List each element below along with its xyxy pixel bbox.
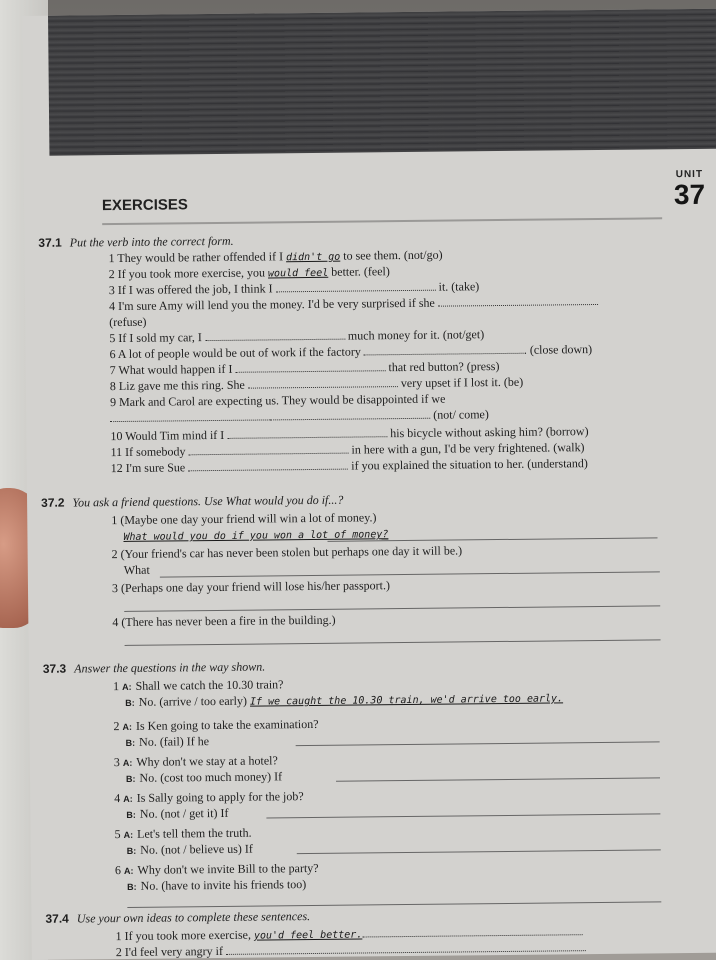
item-number: 4 <box>114 790 124 806</box>
item-text-before: Liz gave me this ring. She <box>118 377 248 394</box>
item-text-before: If I sold my car, I <box>118 330 205 346</box>
item-number: 3 <box>113 754 123 770</box>
speaker-b-label: B: <box>126 845 137 856</box>
exercise-3-question <box>113 717 318 734</box>
exercise-1-number: 37.1 <box>38 235 62 250</box>
answer-underline[interactable] <box>127 901 661 908</box>
exercise-3-question <box>114 826 251 842</box>
answer-blank[interactable] <box>235 361 385 373</box>
unit-label: UNIT <box>675 168 704 181</box>
exercise-4-instruction: Use your own ideas to complete these sentences. <box>76 909 311 926</box>
item-text-before: If you took more exercise, you <box>117 265 269 282</box>
speaker-b-label: B: <box>127 881 137 892</box>
question-text: Shall we catch the 10.30 train? <box>135 677 284 693</box>
exercise-3-reply <box>127 842 253 858</box>
speaker-a-label: A: <box>122 721 133 732</box>
answer-underline[interactable] <box>336 777 660 781</box>
speaker-a-label: A: <box>123 829 134 840</box>
item-number: 1 <box>111 512 121 528</box>
item-number: 8 <box>109 379 119 394</box>
worksheet-page <box>22 9 716 960</box>
item-text-before: They would be rather offended if I <box>117 249 287 266</box>
item-number: 1 <box>108 251 118 266</box>
exercise-1-item <box>110 392 445 410</box>
answer-blank[interactable] <box>205 330 345 341</box>
item-number: 2 <box>111 546 121 562</box>
item-text-before: I'm sure Amy will lend you the money. I'd be very surprised if she <box>117 295 438 314</box>
exercise-4-heading <box>45 909 310 927</box>
exercise-3-number: 37.3 <box>42 661 67 676</box>
answer-underline[interactable] <box>297 849 661 854</box>
item-text-after: much money for it. (not/get) <box>344 327 485 343</box>
exercise-1-item <box>110 375 523 393</box>
answer-blank[interactable] <box>438 295 598 307</box>
exercise-1-item <box>109 315 146 329</box>
header-dark-band <box>48 9 716 156</box>
item-text-before: What would happen if I <box>118 361 236 378</box>
item-text-before: A lot of people would be out of work if the factory <box>117 344 364 362</box>
exercise-1-item <box>110 359 500 377</box>
item-number: 4 <box>108 299 119 314</box>
exercise-3-reply <box>126 806 228 822</box>
page-title: EXERCISES <box>101 196 188 215</box>
handwritten-answer[interactable]: didn't go <box>286 251 341 264</box>
speaker-b-label: B: <box>125 737 136 748</box>
item-number: 10 <box>110 428 126 444</box>
reply-text: No. (not / get it) If <box>139 805 229 821</box>
answer-underline[interactable] <box>266 813 660 818</box>
item-number: 2 <box>113 718 123 734</box>
item-text-after: in here with a gun, I'd be very frightened. (walk) <box>348 440 585 457</box>
exercise-2-answer-line[interactable] <box>124 563 150 577</box>
reply-text: No. (have to invite his friends too) <box>140 877 307 893</box>
item-number: 1 <box>112 678 123 694</box>
exercise-2-question <box>112 543 463 561</box>
sentence-start: If you took more exercise, <box>124 927 255 943</box>
item-text-before: (refuse) <box>109 314 147 330</box>
exercise-1-item <box>110 407 489 425</box>
item-text-after: better. (feel) <box>328 264 390 279</box>
question-text: (There has never been a fire in the building.) <box>121 612 336 629</box>
speaker-a-label: A: <box>123 793 133 804</box>
item-number: 2 <box>115 944 125 960</box>
answer-blank[interactable] <box>270 409 430 421</box>
answer-blank[interactable] <box>110 410 270 422</box>
item-number: 11 <box>110 444 126 460</box>
exercise-3-reply <box>126 734 210 750</box>
item-number: 3 <box>111 580 122 596</box>
reply-text: No. (fail) If he <box>139 734 210 749</box>
exercise-3-reply <box>127 877 306 894</box>
item-text-after: his bicycle without asking him? (borrow) <box>387 424 589 441</box>
item-number: 2 <box>108 267 118 282</box>
speaker-b-label: B: <box>125 697 135 708</box>
exercise-3-reply <box>125 690 563 711</box>
answer-blank[interactable] <box>227 427 387 439</box>
item-number: 4 <box>112 614 122 630</box>
item-text-before: If somebody <box>125 444 189 459</box>
exercise-2-question <box>112 578 390 595</box>
answer-blank[interactable] <box>276 281 436 293</box>
item-text-after: to see them. (not/go) <box>340 247 443 263</box>
question-text: (Maybe one day your friend will win a lot of money.) <box>120 510 377 527</box>
question-text: Let's tell them the truth. <box>136 825 252 841</box>
reply-text: No. (cost too much money) If <box>139 769 283 785</box>
exercise-2-heading <box>41 493 343 511</box>
exercise-2-answer-line[interactable] <box>123 526 388 545</box>
item-text-after: (not/ come) <box>430 407 489 422</box>
handwritten-answer[interactable]: What would you do if you won a lot of money? <box>123 529 389 543</box>
exercise-2-number: 37.2 <box>41 495 65 510</box>
question-text: (Perhaps one day your friend will lose his/her passport.) <box>120 578 391 595</box>
handwritten-answer[interactable]: If we caught the 10.30 train, we'd arrive too early. <box>249 693 564 708</box>
item-number: 6 <box>114 862 125 878</box>
item-text-before: Would Tim mind if I <box>125 427 228 443</box>
item-text-after: . (close down) <box>523 342 593 357</box>
question-text: Is Sally going to apply for the job? <box>136 789 304 805</box>
exercise-1-item <box>108 248 442 267</box>
item-text-before: Mark and Carol are expecting us. They would be disappointed if we <box>118 391 446 410</box>
reply-text: No. (arrive / too early) <box>138 693 251 709</box>
answer-blank[interactable] <box>226 941 586 955</box>
title-rule <box>102 217 662 225</box>
item-number: 3 <box>108 283 118 298</box>
answer-blank[interactable] <box>188 460 348 472</box>
item-number: 9 <box>109 395 120 410</box>
speaker-a-label: A: <box>123 865 134 876</box>
exercise-3-heading <box>43 659 266 676</box>
speaker-a-label: A: <box>122 757 133 768</box>
answer-blank[interactable] <box>248 377 398 389</box>
answer-blank[interactable] <box>188 444 348 456</box>
exercise-3-question <box>113 677 284 694</box>
item-number: 7 <box>109 363 119 378</box>
handwritten-answer[interactable]: would feel <box>267 267 329 280</box>
question-text: (Your friend's car has never been stolen but perhaps one day it will be.) <box>120 543 463 561</box>
exercise-1-item <box>109 294 598 313</box>
item-number: 6 <box>109 347 118 362</box>
exercise-3-question <box>114 753 278 770</box>
answer-underline <box>160 571 660 577</box>
exercise-1-heading <box>38 234 233 251</box>
item-number: 12 <box>110 460 126 476</box>
exercise-1-item <box>109 342 592 361</box>
answer-blank[interactable] <box>364 344 524 356</box>
handwritten-answer[interactable]: you'd feel better. <box>253 929 363 942</box>
exercise-1-instruction: Put the verb into the correct form. <box>69 233 234 250</box>
speaker-b-label: B: <box>125 773 136 784</box>
item-number: 5 <box>109 331 119 346</box>
answer-underline <box>125 639 661 646</box>
item-text-before: If I was offered the job, I think I <box>117 281 276 298</box>
speaker-b-label: B: <box>126 809 136 820</box>
item-text-before: I'm sure Sue <box>125 460 189 475</box>
item-text-after: that red button? (press) <box>385 359 500 375</box>
question-text: Why don't we stay at a hotel? <box>136 753 278 769</box>
question-text: Why don't we invite Bill to the party? <box>137 860 319 877</box>
exercise-3-reply <box>126 769 282 786</box>
exercise-1-item <box>109 327 484 345</box>
sentence-start: I'd feel very angry if <box>124 943 226 959</box>
item-number: 5 <box>114 826 124 842</box>
answer-prefix: What <box>123 562 150 577</box>
answer-underline <box>124 605 660 612</box>
exercise-1-item <box>111 456 588 475</box>
speaker-a-label: A: <box>121 681 132 692</box>
reply-text: No. (not / believe us) If <box>140 841 253 857</box>
exercise-3-question <box>114 789 304 806</box>
exercise-2-question <box>112 613 335 629</box>
item-text-after: it. (take) <box>435 279 480 294</box>
exercise-2-instruction: You ask a friend questions. Use What would you do if...? <box>72 492 344 510</box>
exercise-3-question <box>115 861 319 878</box>
exercise-2-question <box>111 510 376 527</box>
item-text-after: if you explained the situation to her. (understand) <box>348 456 588 473</box>
exercise-3-instruction: Answer the questions in the way shown. <box>74 659 266 676</box>
question-text: Is Ken going to take the examination? <box>135 716 319 733</box>
answer-underline[interactable] <box>296 741 660 746</box>
item-number: 1 <box>115 928 125 944</box>
answer-blank[interactable] <box>362 925 582 937</box>
exercise-4-number: 37.4 <box>45 911 69 926</box>
exercise-1-item <box>109 279 480 297</box>
unit-number: 37 <box>673 178 706 211</box>
item-text-after: very upset if I lost it. (be) <box>397 374 524 391</box>
